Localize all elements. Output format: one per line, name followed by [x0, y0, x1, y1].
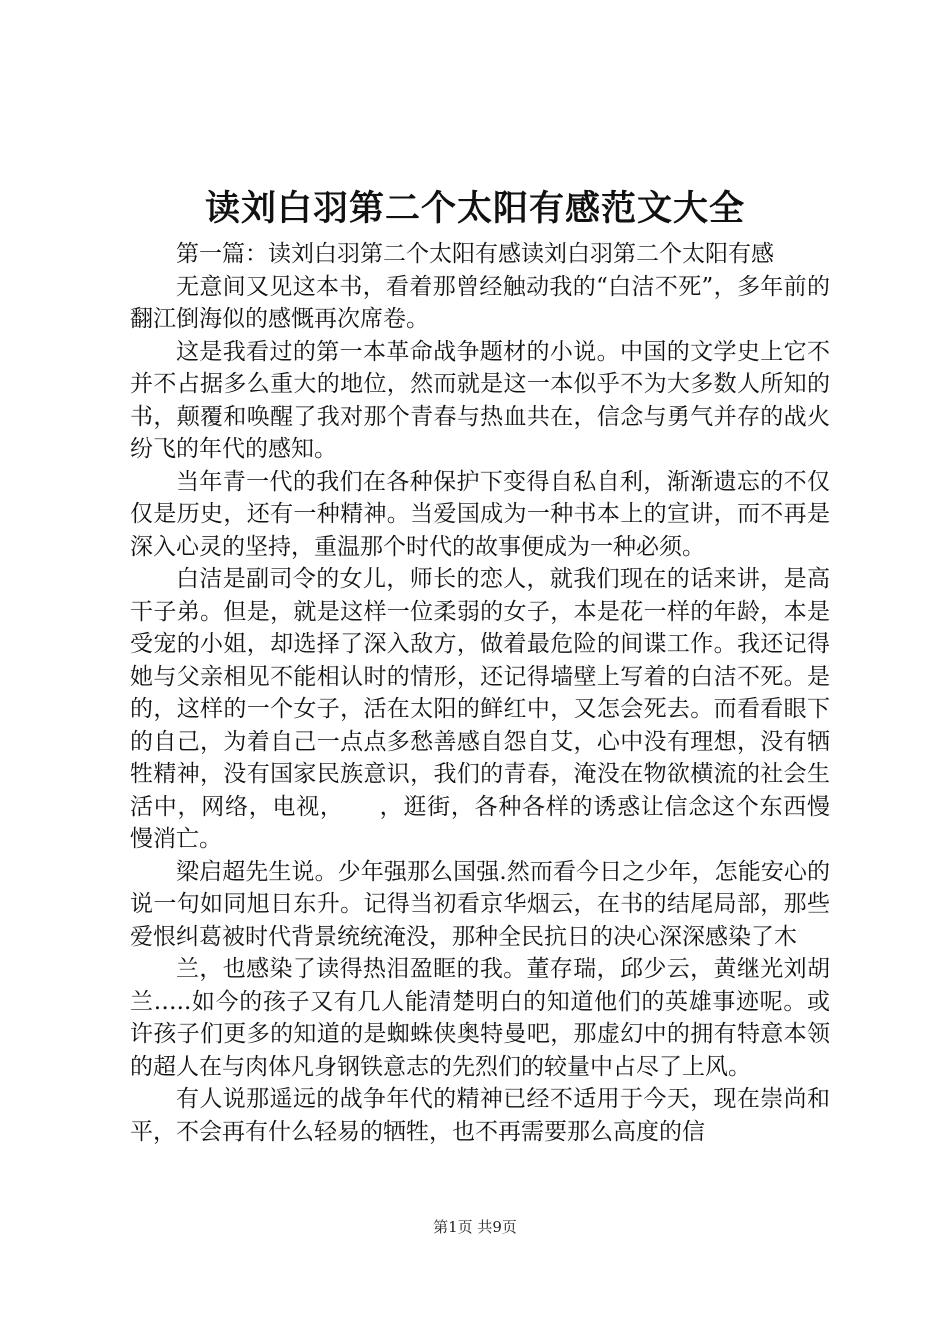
document-body	[130, 238, 830, 1148]
page-number-footer: 第1页 共9页	[433, 1218, 517, 1236]
paragraph-2: 无意间又见这本书，看着那曾经触动我的“白洁不死”，多年前的翻江倒海似的感慨再次席卷。	[130, 273, 830, 332]
paragraph-3: 这是我看过的第一本革命战争题材的小说。中国的文学史上它不并不占据多么重大的地位，然而就是这一本似乎不为大多数人所知的书，颠覆和唤醒了我对那个青春与热血共在，信念与勇气并存的战火纷飞的年代的感知。	[130, 338, 830, 462]
paragraph-7: 兰，也感染了读得热泪盈眶的我。董存瑞，邱少云，黄继光刘胡兰…..如今的孩子又有几人能清楚明白的知道他们的英雄事迹呢。或许孩子们更多的知道的是蜘蛛侠奥特曼吧，那虚幻中的拥有特意本领的超人在与肉体凡身钢铁意志的先烈们的较量中占尽了上风。	[130, 956, 830, 1080]
paragraph-5: 白洁是副司令的女儿，师长的恋人，就我们现在的话来讲，是高干子弟。但是，就是这样一位柔弱的女子，本是花一样的年龄，本是受宠的小姐，却选择了深入敌方，做着最危险的间谍工作。我还记得她与父亲相见不能相认时的情形，还记得墙壁上写着的白洁不死。是的，这样的一个女子，活在太阳的鲜红中，又怎会死去。而看看眼下的自己，为着自己一点点多愁善感自怨自艾，心中没有理想，没有牺牲精神，没有国家民族意识，我们的青春，淹没在物欲横流的社会生活中，网络，电视， ，逛街，各种各样的诱惑让信念这个东西慢慢消亡。	[130, 566, 830, 852]
paragraph-4: 当年青一代的我们在各种保护下变得自私自利，渐渐遗忘的不仅仅是历史，还有一种精神。当爱国成为一种书本上的宣讲，而不再是深入心灵的坚持，重温那个时代的故事便成为一种必须。	[130, 468, 830, 560]
paragraph-1: 第一篇：读刘白羽第二个太阳有感读刘白羽第二个太阳有感	[176, 241, 774, 267]
paragraph-8: 有人说那遥远的战争年代的精神已经不适用于今天，现在崇尚和平，不会再有什么轻易的牺牲，也不再需要那么高度的信	[130, 1086, 830, 1145]
document-title: 读刘白羽第二个太阳有感范文大全	[204, 188, 745, 229]
paragraph-6: 梁启超先生说。少年强那么国强.然而看今日之少年，怎能安心的说一句如同旭日东升。记得当初看京华烟云，在书的结尾局部，那些爱恨纠葛被时代背景统统淹没，那种全民抗日的决心深深感染了木	[130, 858, 830, 950]
